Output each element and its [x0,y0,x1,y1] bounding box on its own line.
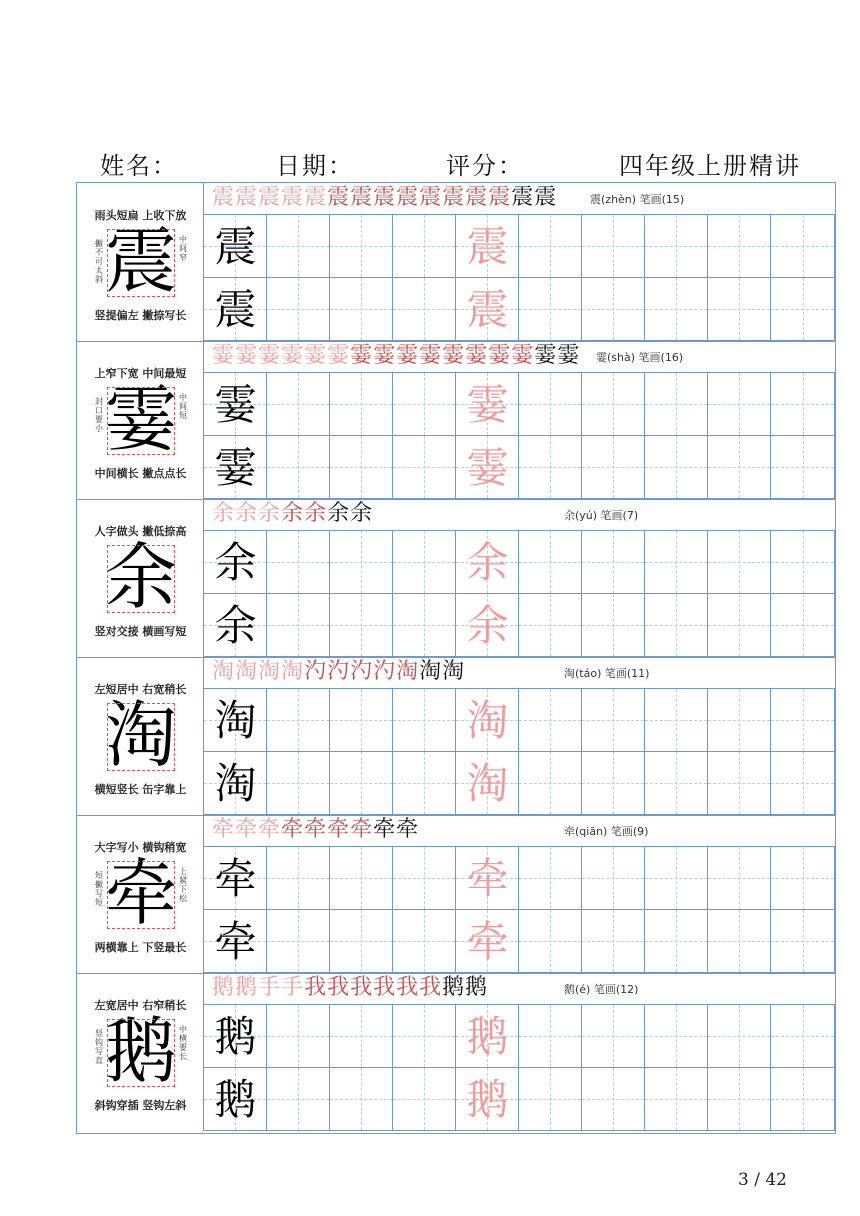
sample-character: 震 [214,222,257,271]
stroke-step: 霎 [419,343,443,368]
stroke-step: 震 [373,185,397,210]
stroke-step: 霎 [258,343,282,368]
practice-cell[interactable] [456,436,519,499]
practice-cell[interactable] [456,910,519,973]
date-label: 日期： [276,152,354,180]
stroke-step: 震 [396,185,420,210]
practice-cell[interactable] [393,531,456,594]
stroke-step: 手 [281,975,305,1000]
stroke-step: 淘 [212,659,236,684]
practice-cell[interactable] [582,594,645,657]
practice-cell[interactable] [456,531,519,594]
trace-character: 震 [466,285,509,334]
pinyin-stroke-count: 鹅(é) 笔画(12) [564,983,639,996]
practice-grid [204,215,835,341]
practice-cell[interactable] [582,689,645,752]
practice-cell[interactable] [330,752,393,815]
note-right: 上紧下松 [179,867,187,903]
practice-cell[interactable] [456,594,519,657]
pinyin-stroke-count: 震(zhèn) 笔画(15) [590,193,685,206]
pinyin-stroke-count: 霎(shà) 笔画(16) [596,351,684,364]
practice-cell[interactable] [519,436,582,499]
practice-cell[interactable] [393,910,456,973]
sample-character: 淘 [214,759,257,808]
note-left: 封口要小 [95,397,103,433]
stroke-step: 手 [258,975,282,1000]
practice-cell[interactable] [645,910,708,973]
trace-character: 牵 [466,854,509,903]
stroke-step: 牵 [304,817,328,842]
practice-cell[interactable] [330,910,393,973]
stroke-step: 震 [442,185,466,210]
practice-cell[interactable] [645,436,708,499]
pinyin-stroke-count: 余(yú) 笔画(7) [564,509,639,522]
practice-cell[interactable] [519,752,582,815]
model-character: 鹅 [104,1009,177,1093]
sample-character: 鹅 [214,1012,257,1061]
practice-cell[interactable] [645,215,708,278]
stroke-step: 霎 [281,343,305,368]
practice-cell[interactable] [519,1068,582,1131]
note-right: 中间窄 [179,235,187,262]
note-left: 撇不可太斜 [95,239,103,284]
stroke-sequence [212,658,465,686]
char-section-5 [77,973,835,1131]
practice-cell[interactable] [708,752,771,815]
tip-top: 大字写小 横钩稍宽 [94,841,187,854]
practice-cell[interactable] [330,689,393,752]
note-right: 中间短 [179,393,187,420]
stroke-step: 鹅 [442,975,466,1000]
practice-cell[interactable] [330,594,393,657]
stroke-step: 牵 [212,817,236,842]
practice-cell[interactable] [456,847,519,910]
practice-cell[interactable] [645,1068,708,1131]
stroke-step: 余 [212,501,236,526]
stroke-step: 霎 [373,343,397,368]
trace-character: 震 [466,222,509,271]
char-section-4 [77,815,835,973]
stroke-step: 我 [327,975,351,1000]
practice-cell[interactable] [267,594,330,657]
practice-cell[interactable] [204,594,267,657]
stroke-step: 我 [373,975,397,1000]
practice-cell[interactable] [267,910,330,973]
practice-cell[interactable] [771,594,835,657]
stroke-order-row [204,499,835,531]
sample-character: 鹅 [214,1075,257,1124]
practice-cell[interactable] [204,910,267,973]
trace-character: 余 [466,601,509,650]
stroke-step: 牵 [373,817,397,842]
tip-top: 左宽居中 右窄稍长 [94,999,187,1012]
practice-cell[interactable] [771,436,835,499]
stroke-step: 震 [534,185,558,210]
stroke-step: 淘 [281,659,305,684]
char-section-2 [77,499,835,657]
stroke-step: 牵 [396,817,420,842]
practice-cell[interactable] [645,594,708,657]
practice-cell[interactable] [582,752,645,815]
sample-character: 震 [214,285,257,334]
practice-cell[interactable] [267,278,330,341]
practice-cell[interactable] [456,752,519,815]
model-character: 淘 [104,693,177,777]
pinyin-stroke-count: 牵(qiān) 笔画(9) [564,825,649,838]
practice-cell[interactable] [708,689,771,752]
tip-bottom: 竖提偏左 撇捺写长 [94,309,187,322]
writing-tips-panel [77,657,204,815]
stroke-step: 我 [396,975,420,1000]
practice-cell[interactable] [645,373,708,436]
trace-character: 淘 [466,696,509,745]
trace-character: 牵 [466,917,509,966]
practice-cell[interactable] [519,594,582,657]
practice-cell[interactable] [267,752,330,815]
practice-cell[interactable] [645,1005,708,1068]
stroke-step: 牵 [350,817,374,842]
stroke-step: 牵 [235,817,259,842]
writing-tips-panel [77,183,204,341]
model-character: 震 [104,219,177,303]
practice-cell[interactable] [267,847,330,910]
stroke-step: 震 [304,185,328,210]
sample-character: 霎 [214,380,257,429]
practice-cell[interactable] [582,373,645,436]
stroke-step: 淘 [396,659,420,684]
writing-tips-panel [77,341,204,499]
stroke-step: 霎 [327,343,351,368]
practice-cell[interactable] [204,752,267,815]
practice-cell[interactable] [393,278,456,341]
writing-tips-panel [77,815,204,973]
practice-cell[interactable] [456,278,519,341]
stroke-step: 霎 [350,343,374,368]
stroke-step: 震 [350,185,374,210]
practice-cell[interactable] [771,910,835,973]
practice-grid [204,689,835,815]
tip-top: 左短居中 右宽稍长 [94,683,187,696]
practice-cell[interactable] [771,689,835,752]
stroke-step: 震 [419,185,443,210]
stroke-step: 鹅 [465,975,489,1000]
practice-cell[interactable] [519,1005,582,1068]
practice-cell[interactable] [456,215,519,278]
stroke-step: 震 [327,185,351,210]
practice-cell[interactable] [582,1005,645,1068]
stroke-order-row [204,341,835,373]
stroke-step: 牵 [281,817,305,842]
sample-character: 牵 [214,917,257,966]
stroke-step: 汋 [350,659,374,684]
stroke-step: 汋 [373,659,397,684]
practice-cell[interactable] [708,847,771,910]
practice-cell[interactable] [519,373,582,436]
practice-cell[interactable] [204,531,267,594]
stroke-order-row [204,657,835,689]
stroke-step: 霎 [557,343,581,368]
trace-character: 鹅 [466,1075,509,1124]
stroke-step: 震 [281,185,305,210]
practice-cell[interactable] [393,1005,456,1068]
model-character: 牵 [104,851,177,935]
stroke-step: 霎 [534,343,558,368]
stroke-step: 震 [465,185,489,210]
stroke-step: 震 [258,185,282,210]
stroke-step: 霎 [304,343,328,368]
practice-cell[interactable] [393,1068,456,1131]
stroke-step: 余 [350,501,374,526]
stroke-sequence [212,974,488,1002]
practice-cell[interactable] [771,847,835,910]
worksheet-header [0,146,860,178]
practice-cell[interactable] [393,373,456,436]
stroke-step: 余 [327,501,351,526]
char-section-1 [77,341,835,499]
practice-cell[interactable] [330,215,393,278]
practice-cell[interactable] [771,752,835,815]
stroke-step: 淘 [258,659,282,684]
practice-cell[interactable] [330,436,393,499]
practice-cell[interactable] [393,847,456,910]
sample-character: 余 [214,538,257,587]
stroke-step: 震 [212,185,236,210]
stroke-step: 牵 [258,817,282,842]
practice-cell[interactable] [456,1068,519,1131]
practice-cell[interactable] [645,689,708,752]
practice-cell[interactable] [708,594,771,657]
practice-cell[interactable] [771,531,835,594]
practice-cell[interactable] [330,531,393,594]
note-left: 短撇写短 [95,871,103,907]
char-section-3 [77,657,835,815]
note-left: 竖钩写直 [95,1029,103,1065]
practice-grid [204,847,835,973]
stroke-step: 余 [258,501,282,526]
practice-cell[interactable] [708,373,771,436]
practice-cell[interactable] [456,373,519,436]
trace-character: 霎 [466,380,509,429]
tip-bottom: 两横靠上 下竖最长 [94,941,187,954]
practice-cell[interactable] [393,594,456,657]
stroke-step: 霎 [465,343,489,368]
practice-cell[interactable] [645,531,708,594]
practice-cell[interactable] [267,215,330,278]
stroke-step: 我 [419,975,443,1000]
practice-cell[interactable] [267,531,330,594]
tip-top: 人字做头 撇低捺高 [94,525,187,538]
practice-cell[interactable] [708,278,771,341]
practice-cell[interactable] [771,215,835,278]
sample-character: 余 [214,601,257,650]
practice-cell[interactable] [582,436,645,499]
stroke-step: 余 [304,501,328,526]
practice-cell[interactable] [771,278,835,341]
practice-cell[interactable] [708,531,771,594]
stroke-step: 淘 [235,659,259,684]
pinyin-stroke-count: 淘(táo) 笔画(11) [564,667,650,680]
practice-cell[interactable] [582,531,645,594]
practice-cell[interactable] [204,436,267,499]
practice-cell[interactable] [204,689,267,752]
practice-cell[interactable] [393,215,456,278]
stroke-step: 霎 [235,343,259,368]
practice-cell[interactable] [519,215,582,278]
sample-character: 霎 [214,443,257,492]
practice-cell[interactable] [519,531,582,594]
stroke-step: 鹅 [212,975,236,1000]
practice-cell[interactable] [330,373,393,436]
practice-cell[interactable] [645,752,708,815]
practice-cell[interactable] [204,278,267,341]
tip-bottom: 竖对交接 横画写短 [94,625,187,638]
practice-cell[interactable] [204,1068,267,1131]
practice-cell[interactable] [582,215,645,278]
practice-cell[interactable] [582,1068,645,1131]
stroke-sequence [212,816,419,844]
stroke-step: 余 [235,501,259,526]
writing-tips-panel [77,499,204,657]
practice-cell[interactable] [708,1068,771,1131]
name-label: 姓名： [100,152,178,180]
practice-cell[interactable] [267,1005,330,1068]
stroke-step: 霎 [396,343,420,368]
practice-cell[interactable] [267,689,330,752]
stroke-step: 鹅 [235,975,259,1000]
tip-bottom: 横短竖长 缶字靠上 [94,783,187,796]
practice-cell[interactable] [393,436,456,499]
practice-cell[interactable] [267,1068,330,1131]
practice-cell[interactable] [645,278,708,341]
practice-cell[interactable] [330,847,393,910]
stroke-step: 汋 [327,659,351,684]
practice-cell[interactable] [330,1005,393,1068]
practice-cell[interactable] [582,847,645,910]
practice-cell[interactable] [771,1068,835,1131]
stroke-step: 霎 [488,343,512,368]
practice-cell[interactable] [519,910,582,973]
stroke-order-row [204,815,835,847]
practice-grid [204,531,835,657]
practice-cell[interactable] [708,910,771,973]
note-right: 中横要长 [179,1025,187,1061]
practice-cell[interactable] [204,215,267,278]
stroke-step: 淘 [419,659,443,684]
practice-cell[interactable] [582,278,645,341]
stroke-step: 我 [304,975,328,1000]
stroke-step: 我 [350,975,374,1000]
stroke-step: 牵 [327,817,351,842]
char-section-0 [77,183,835,341]
score-label: 评分： [446,152,524,180]
practice-cell[interactable] [708,215,771,278]
practice-cell[interactable] [456,1005,519,1068]
stroke-step: 震 [488,185,512,210]
tip-top: 上窄下宽 中间最短 [94,367,187,380]
stroke-order-row [204,183,835,215]
practice-cell[interactable] [519,847,582,910]
sample-character: 牵 [214,854,257,903]
stroke-step: 汋 [304,659,328,684]
practice-cell[interactable] [708,1005,771,1068]
practice-cell[interactable] [456,689,519,752]
practice-cell[interactable] [708,436,771,499]
practice-cell[interactable] [330,1068,393,1131]
practice-grid [204,373,835,499]
stroke-sequence [212,184,557,212]
practice-cell[interactable] [267,373,330,436]
book-title: 四年级上册精讲 [619,152,801,180]
practice-cell[interactable] [267,436,330,499]
stroke-step: 淘 [442,659,466,684]
practice-cell[interactable] [393,752,456,815]
model-character: 霎 [104,377,177,461]
stroke-step: 余 [281,501,305,526]
practice-cell[interactable] [204,847,267,910]
stroke-step: 震 [511,185,535,210]
practice-cell[interactable] [582,910,645,973]
stroke-step: 震 [235,185,259,210]
practice-grid [204,1005,835,1131]
writing-tips-panel [77,973,204,1131]
practice-cell[interactable] [204,373,267,436]
stroke-sequence [212,342,580,370]
sample-character: 淘 [214,696,257,745]
tip-bottom: 中间横长 撇点点长 [94,467,187,480]
practice-cell[interactable] [204,1005,267,1068]
practice-cell[interactable] [519,689,582,752]
stroke-sequence [212,500,373,528]
trace-character: 余 [466,538,509,587]
tip-bottom: 斜钩穿插 竖钩左斜 [94,1099,187,1112]
stroke-order-row [204,973,835,1005]
practice-cell[interactable] [771,373,835,436]
trace-character: 淘 [466,759,509,808]
practice-sheet [76,182,836,1134]
stroke-step: 霎 [511,343,535,368]
stroke-step: 霎 [212,343,236,368]
trace-character: 鹅 [466,1012,509,1061]
trace-character: 霎 [466,443,509,492]
practice-cell[interactable] [519,278,582,341]
practice-cell[interactable] [771,1005,835,1068]
practice-cell[interactable] [645,847,708,910]
tip-top: 雨头短扁 上收下放 [94,209,187,222]
stroke-step: 霎 [442,343,466,368]
page-number: 3 / 42 [738,1170,787,1190]
practice-cell[interactable] [330,278,393,341]
model-character: 余 [104,535,177,619]
practice-cell[interactable] [393,689,456,752]
